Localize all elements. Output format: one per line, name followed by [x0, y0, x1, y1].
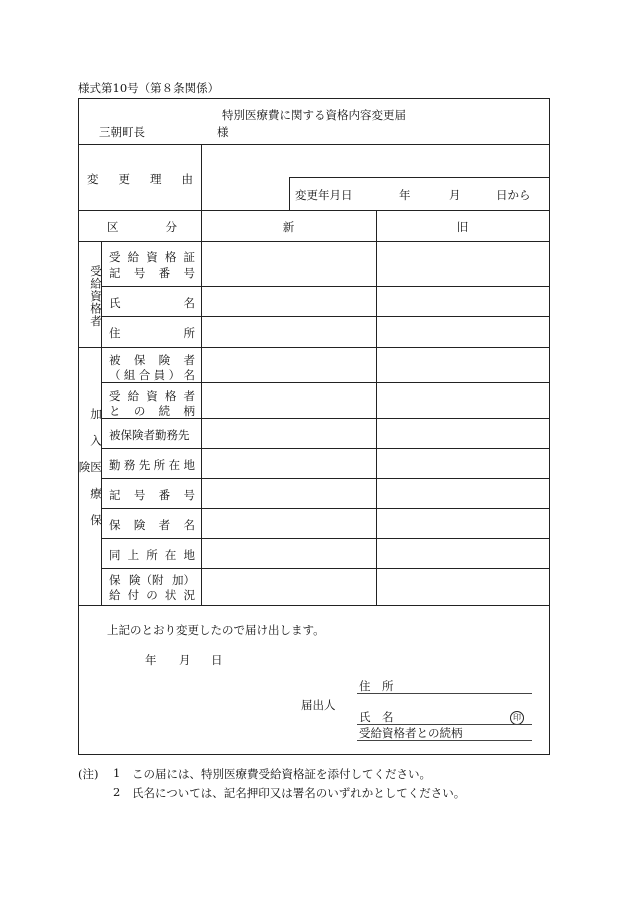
rule-i7 [101, 568, 549, 569]
code-number-label: 記 号 番 号 [109, 488, 195, 502]
relation-line1: 受 給 資 格 者 [109, 389, 195, 403]
addressee: 三朝町長 [99, 125, 145, 139]
rule-r1 [101, 286, 549, 287]
applicant-relation-line [357, 740, 532, 741]
header-old: 旧 [456, 220, 469, 234]
benefit-line2: 給 付 の 状 況 [109, 588, 195, 602]
rule-r2 [101, 316, 549, 317]
note-1-text: この届には、特別医療費受給資格証を添付してください。 [132, 767, 431, 781]
rule-change-date [289, 177, 549, 178]
change-date-month: 月 [449, 188, 461, 202]
vline-change-date [289, 177, 290, 210]
rule-i3 [101, 448, 549, 449]
insurance-group-label: 加入医療保険 [77, 407, 103, 541]
vline-new-old [376, 210, 377, 605]
applicant-address-label: 住 所 [359, 679, 394, 693]
addressee-honorific: 様 [217, 125, 229, 139]
recipient-cert-line2: 記 号 番 号 [109, 266, 195, 280]
declaration: 上記のとおり変更したので届け出します。 [107, 623, 325, 637]
rule-i5 [101, 508, 549, 509]
benefit-line1: 保 険（附 加） [109, 573, 195, 587]
employer-address-label: 勤 務 先 所 在 地 [109, 458, 195, 472]
rule-i4 [101, 478, 549, 479]
vline-reason [201, 144, 202, 210]
date-year: 年 [145, 653, 157, 667]
applicant-relation-label: 受給資格者との続柄 [359, 726, 463, 740]
date-day: 日 [211, 653, 223, 667]
employer-label: 被保険者勤務先 [109, 428, 190, 442]
change-date-year: 年 [399, 188, 411, 202]
recipient-group-label: 受給資格者 [89, 264, 103, 328]
change-date-suffix: 日から [496, 188, 531, 202]
insurer-address-label: 同 上 所 在 地 [109, 548, 195, 562]
header-new: 新 [282, 220, 295, 234]
recipient-name-label: 氏 名 [109, 296, 195, 310]
rule-i6 [101, 538, 549, 539]
rule-after-title [79, 144, 549, 145]
note-2-text: 氏名については、記名押印又は署名のいずれかとしてください。 [132, 786, 466, 800]
note-1-number: 1 [113, 766, 121, 780]
recipient-cert-line1: 受 給 資 格 証 [109, 250, 195, 264]
form-title: 特別医療費に関する資格内容変更届 [222, 108, 406, 122]
insured-line2: （ 組 合 員 ） 名 [109, 368, 195, 382]
insured-line1: 被 保 険 者 [109, 353, 195, 367]
seal-icon: 印 [510, 711, 524, 725]
applicant-label: 届出人 [301, 698, 336, 712]
change-notification-form [78, 98, 550, 755]
note-2-number: 2 [113, 785, 121, 799]
relation-line2: と の 続 柄 [109, 404, 195, 418]
insurer-name-label: 保 険 者 名 [109, 518, 195, 532]
rule-after-reason [79, 210, 549, 211]
recipient-address-label: 住 所 [109, 326, 195, 340]
notes-label: (注) [78, 767, 99, 781]
applicant-name-label: 氏 名 [359, 710, 394, 724]
date-month: 月 [179, 653, 191, 667]
rule-after-insurance [79, 605, 549, 606]
reason-label: 変 更 理 由 [87, 172, 193, 186]
rule-after-recipient [79, 347, 549, 348]
seal-mark [510, 709, 524, 725]
vline-label-col [201, 210, 202, 605]
header-category: 区 分 [107, 220, 177, 234]
form-number: 様式第10号（第８条関係） [78, 81, 220, 95]
applicant-address-line [357, 693, 532, 694]
change-date-label: 変更年月日 [295, 188, 353, 202]
rule-after-header [79, 241, 549, 242]
